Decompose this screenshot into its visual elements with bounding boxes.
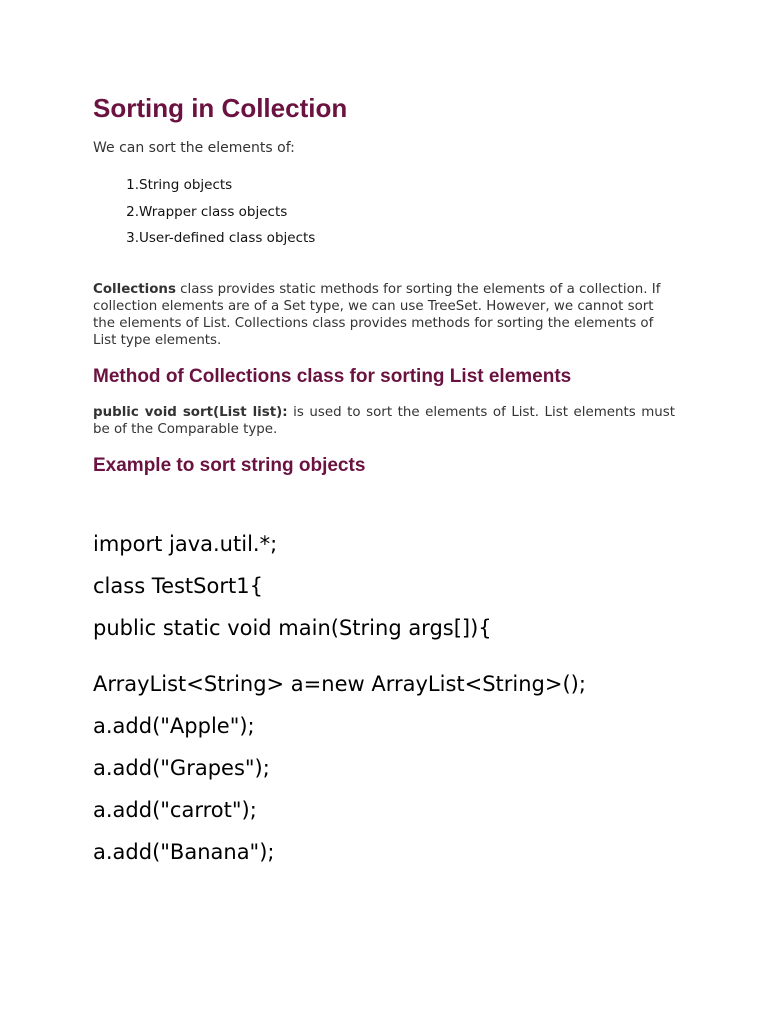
method-signature: public void sort(List list):: [93, 405, 288, 420]
code-block: [93, 530, 675, 866]
code-line: a.add("carrot");: [93, 798, 257, 822]
list-item-number: 2.: [126, 203, 139, 220]
method-description: is used to sort the elements of List. List elements must be of the Comparable type.: [93, 405, 675, 437]
collections-paragraph: [93, 281, 675, 349]
list-item-text: User-defined class objects: [139, 230, 316, 246]
list-item-text: String objects: [139, 177, 233, 193]
intro-text: We can sort the elements of:: [93, 140, 295, 156]
list-item: [93, 176, 675, 194]
code-line: public static void main(String args[]){: [93, 616, 492, 640]
list-item: [93, 229, 675, 247]
list-item-number: 1.: [126, 177, 139, 193]
code-line: class TestSort1{: [93, 574, 263, 598]
code-line: ArrayList<String> a=new ArrayList<String>();: [93, 672, 586, 696]
method-paragraph: [93, 404, 675, 438]
list-item-number: 3.: [126, 230, 139, 246]
code-line: a.add("Banana");: [93, 840, 275, 864]
method-heading: Method of Collections class for sorting List elements: [93, 366, 572, 387]
collections-term: Collections: [93, 282, 176, 297]
code-line: a.add("Apple");: [93, 714, 255, 738]
collections-description: class provides static methods for sorting the elements of a collection. If collection elements are of a Set type, we can use TreeSet. However, we cannot sort the elements of List. Collections class provides methods for sorting the elements of List type elements.: [93, 282, 661, 348]
code-line: a.add("Grapes");: [93, 756, 270, 780]
page-title: Sorting in Collection: [93, 93, 348, 123]
list-item: [93, 203, 675, 221]
elements-list: [93, 176, 675, 247]
code-line: import java.util.*;: [93, 532, 278, 556]
example-heading: Example to sort string objects: [93, 455, 366, 476]
document-content: [93, 90, 675, 880]
list-item-text: Wrapper class objects: [139, 203, 288, 220]
